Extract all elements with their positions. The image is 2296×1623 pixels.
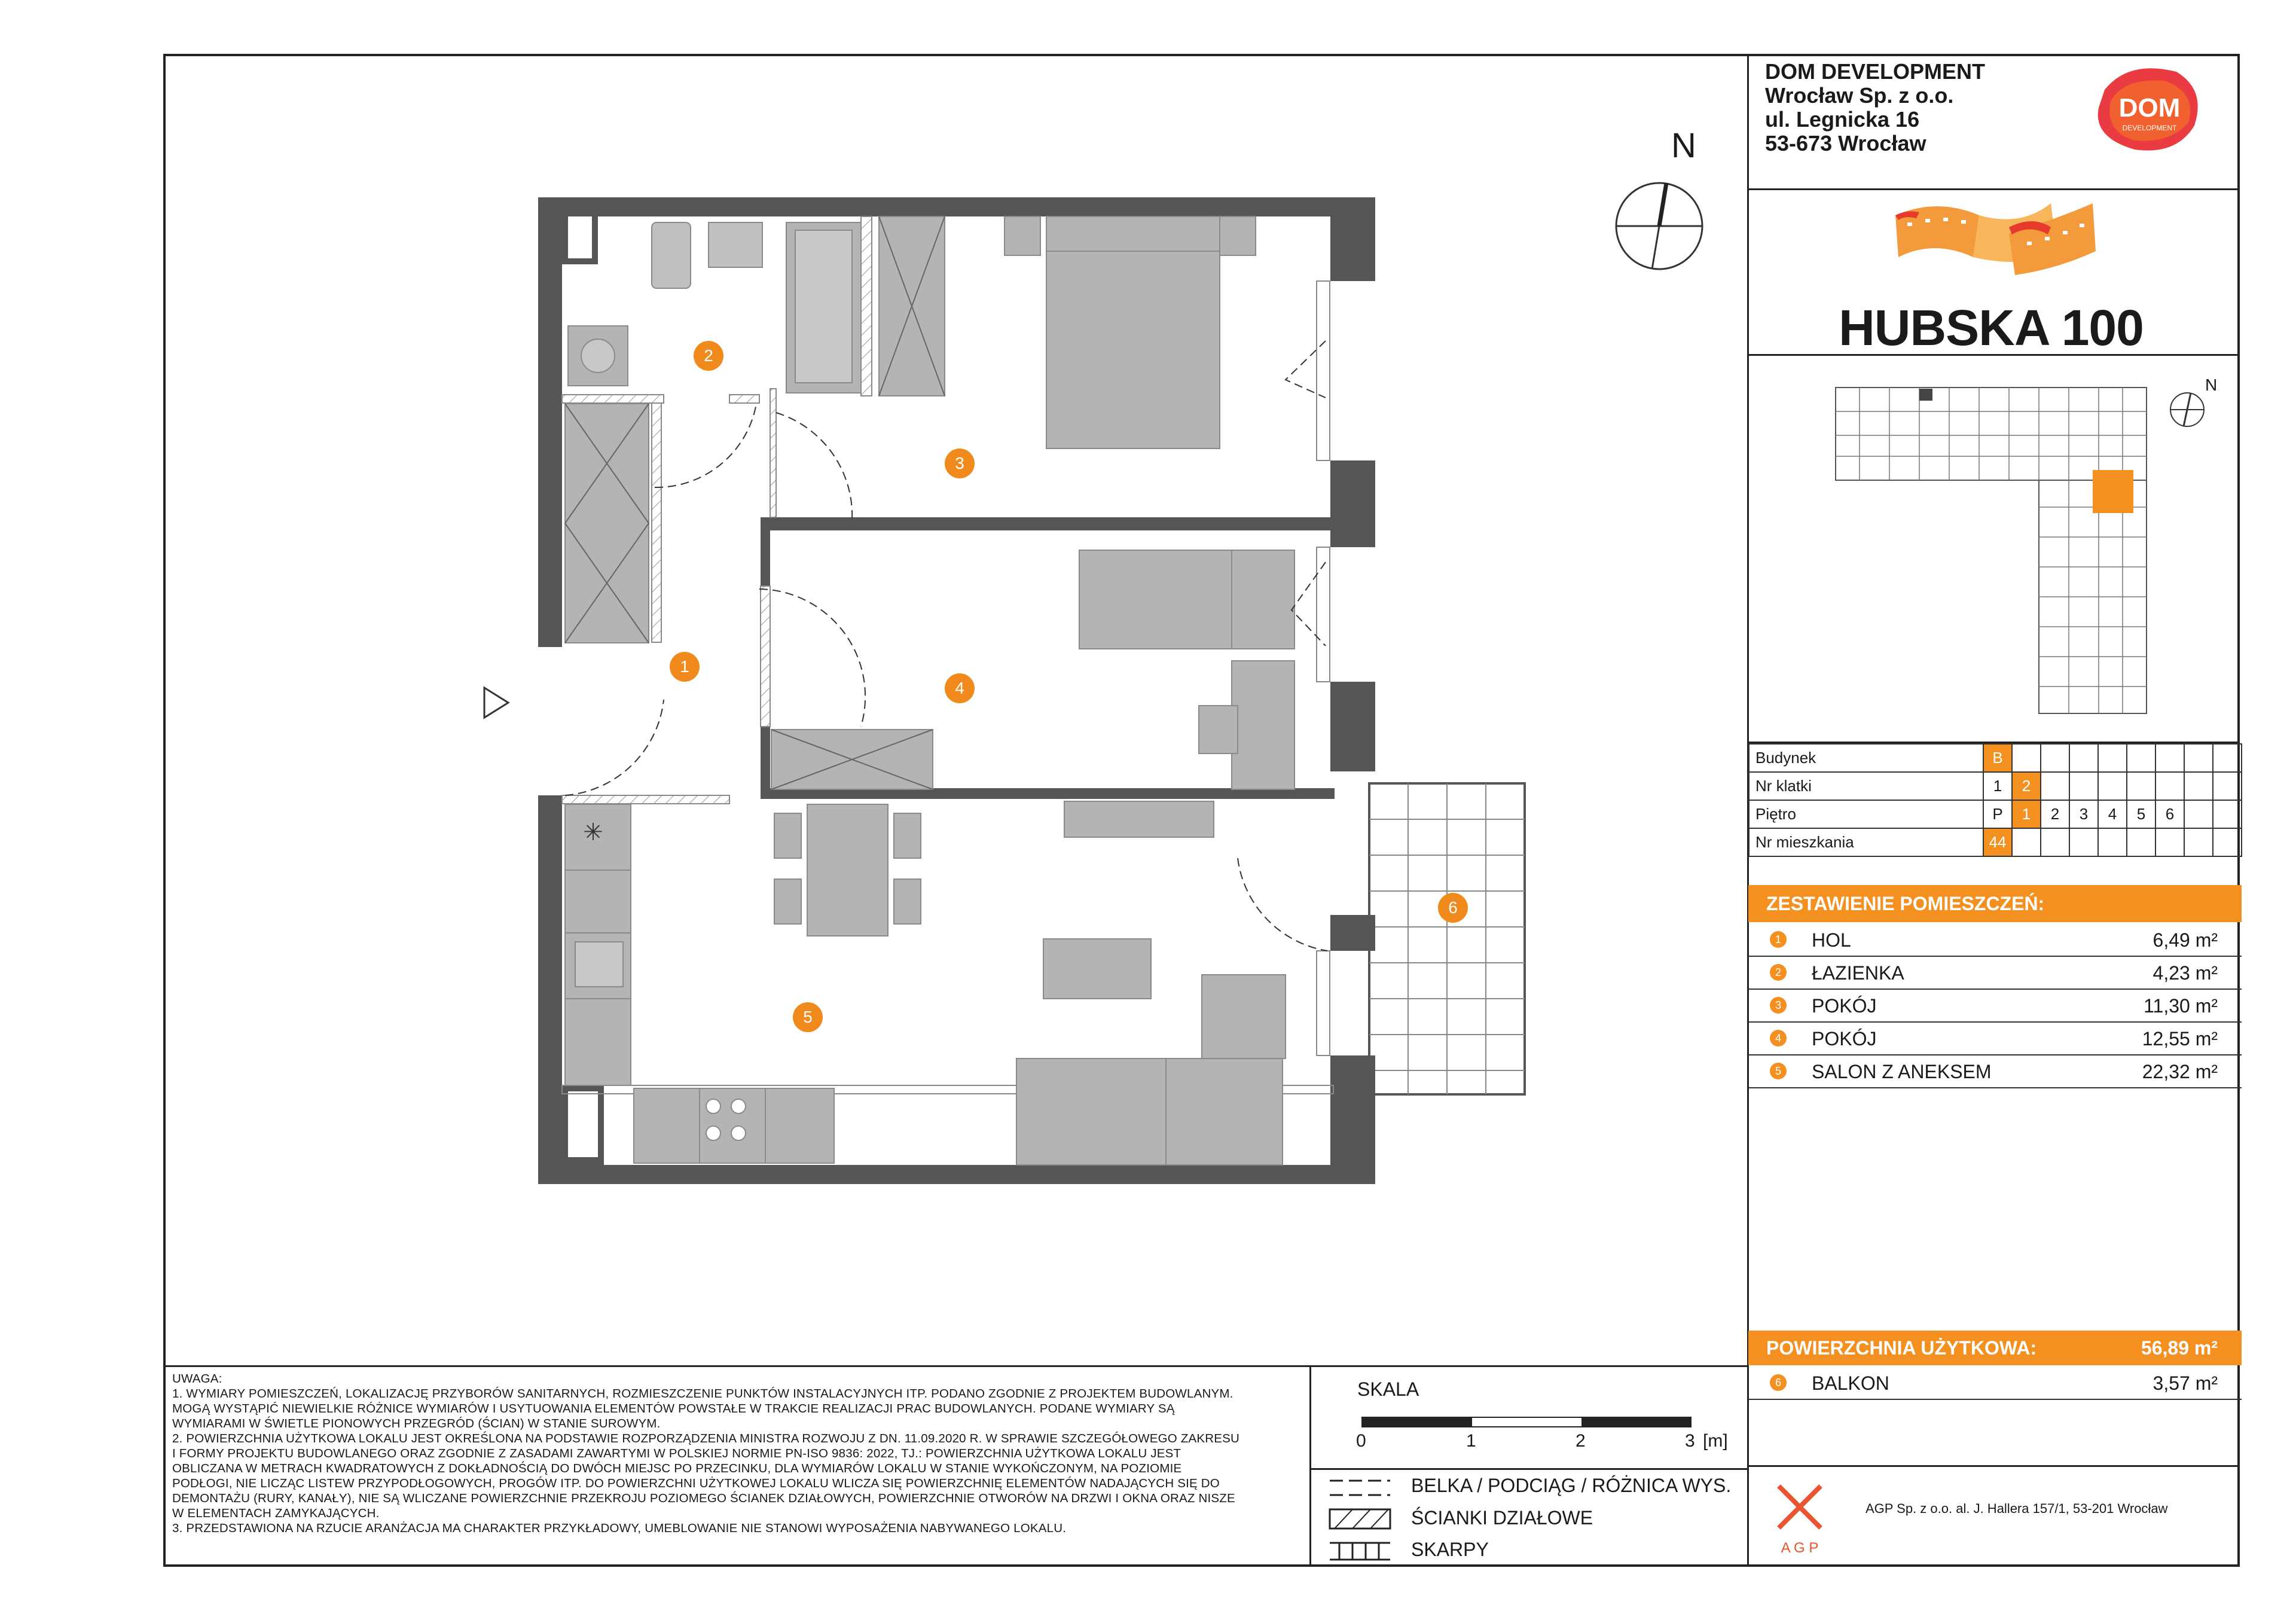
reveal-icon [1329, 1538, 1391, 1562]
room-area: 12,55 m² [2142, 1028, 2218, 1050]
info-cell [2098, 744, 2127, 772]
scale-legend-divider [1309, 1468, 1749, 1470]
scale-tick-1: 1 [1466, 1431, 1476, 1451]
info-cell [2184, 772, 2213, 800]
legend-label-partition: ŚCIANKI DZIAŁOWE [1411, 1507, 1593, 1529]
company-line4: 53-673 Wrocław [1765, 131, 1926, 155]
scale-label: SKALA [1357, 1378, 1419, 1400]
info-cell [2098, 772, 2127, 800]
info-cell: 44 [1983, 828, 2012, 856]
note-line: 2. POWIERZCHNIA UŻYTKOWA LOKALU JEST OKREŚLONA NA PODSTAWIE ROZPORZĄDZENIA MINISTRA ROZWOJU Z DN. 11.09.2020 R. W SPRAWIE SZCZEGÓŁOWEGO ZAKRESU [172, 1432, 1240, 1445]
note-line: 1. WYMIARY POMIESZCZEŃ, LOKALIZACJĘ PRZYBORÓW SANITARNYCH, ROZMIESZCZENIE PUNKTÓW INSTALACYJNYCH ITP. PODANO ZGODNIE Z PROJEKTEM BUDOWLANYM. [172, 1387, 1234, 1401]
note-line: UWAGA: [172, 1372, 222, 1386]
room-area: 6,49 m² [2152, 929, 2218, 951]
info-cell [2213, 800, 2242, 828]
note-line: MOGĄ WYSTĄPIĆ NIEWIELKIE RÓŻNICE WYMIARÓW I USYTUOWANIA ELEMENTÓW POWSTAŁE W TRAKCIE REALIZACJI PRAC BUDOWLANYCH. PODANE WYMIARY SĄ [172, 1402, 1175, 1415]
north-label: N [1671, 126, 1696, 165]
balcony-name: BALKON [1812, 1372, 1889, 1394]
info-cell: 2 [2012, 772, 2041, 800]
total-area-row [1748, 1331, 2242, 1365]
site-key-plan [1830, 382, 2152, 716]
total-value: 56,89 m² [2141, 1337, 2218, 1359]
furniture [565, 216, 1294, 1165]
info-cell: 2 [2041, 800, 2069, 828]
note-line: W ELEMENTACH ZAMYKAJĄCYCH. [172, 1506, 380, 1520]
info-cell [2127, 772, 2155, 800]
room-row [1748, 923, 2242, 957]
room-row [1748, 1022, 2242, 1055]
room-badge: 4 [1770, 1030, 1787, 1047]
scale-bar [1357, 1416, 1692, 1430]
info-cell [2155, 828, 2184, 856]
logo-text: DOM [2118, 93, 2181, 123]
balcony-badge: 6 [1770, 1374, 1787, 1391]
balcony-row [1748, 1366, 2242, 1400]
floor-plan [472, 191, 1537, 1190]
scale-unit: [m] [1703, 1431, 1728, 1451]
note-line: PODŁOGI, NIE LICZĄC LISTEW PRZYPODŁOGOWYCH, PROGÓW ITP. DO POWIERZCHNI UŻYTKOWEJ LOKALU WLICZA SIĘ POWIERZCHNIĘ ELEMENTÓW NADAJĄCYCH SIĘ DO [172, 1476, 1220, 1490]
panel-line-1 [1747, 188, 2240, 190]
room-row [1748, 989, 2242, 1023]
note-line: OBLICZANA W METRACH KWADRATOWYCH Z DOKŁADNOŚCIĄ DO DWÓCH MIEJSC PO PRZECINKU, DLA WYMIARÓW LOKALU W STANIE WYKOŃCZONYM, NA POZIOMIE [172, 1462, 1182, 1475]
info-cell [2213, 744, 2242, 772]
agp-address: AGP Sp. z o.o. al. J. Hallera 157/1, 53-201 Wrocław [1866, 1501, 2168, 1516]
info-cell [2213, 772, 2242, 800]
info-cell [2155, 772, 2184, 800]
note-line: WYMIARAMI W ŚWIETLE PIONOWYCH PRZEGRÓD (ŚCIAN) W STANIE SUROWYM. [172, 1417, 661, 1430]
north-arrow-icon [1611, 178, 1707, 274]
notes-block [172, 1371, 1308, 1536]
scale-tick-3: 3 [1685, 1431, 1695, 1451]
hatched-wall-icon [1329, 1507, 1391, 1531]
info-cell: 3 [2069, 800, 2098, 828]
total-label: POWIERZCHNIA UŻYTKOWA: [1766, 1337, 2037, 1359]
info-cell [2184, 800, 2213, 828]
info-cell [2155, 744, 2184, 772]
info-cell [2213, 828, 2242, 856]
info-cell: B [1983, 744, 2012, 772]
info-cell [2041, 744, 2069, 772]
room-row [1748, 1055, 2242, 1088]
room-badge: 5 [1770, 1063, 1787, 1079]
room-area: 11,30 m² [2144, 995, 2218, 1017]
dom-development-logo [2093, 66, 2206, 155]
info-row [1749, 828, 2242, 856]
north-label-small: N [2205, 376, 2218, 394]
logo-sub: DEVELOPMENT [2122, 124, 2177, 132]
svg-text:✳: ✳ [583, 819, 603, 846]
info-cell [2069, 744, 2098, 772]
company-block [1765, 60, 1985, 155]
room-badge: 3 [1770, 997, 1787, 1014]
panel-line-4 [1747, 1465, 2240, 1467]
info-cell [2069, 772, 2098, 800]
plan-badge-1: 1 [670, 652, 700, 682]
info-row [1749, 744, 2242, 772]
rooms-heading: ZESTAWIENIE POMIESZCZEŃ: [1748, 885, 2242, 922]
room-area: 22,32 m² [2142, 1061, 2218, 1082]
apartment-info-table [1748, 743, 2242, 857]
room-name: SALON Z ANEKSEM [1812, 1061, 1992, 1082]
agp-logo-icon [1770, 1483, 1830, 1531]
info-cell [2041, 772, 2069, 800]
notes-divider [163, 1365, 1748, 1367]
info-cell: 4 [2098, 800, 2127, 828]
entry-arrow-icon [484, 688, 508, 718]
plan-badge-6: 6 [1438, 893, 1468, 923]
info-cell: 1 [2012, 800, 2041, 828]
plan-badge-2: 2 [694, 341, 723, 371]
note-line: DEMONTAŻU (RURY, KANAŁY), NIE SĄ WLICZANE POWIERZCHNIE PRZEKROJU POZIOMEGO ŚCIANEK DZIAŁOWYCH, POWIERZCHNIE OTWORÓW NA DRZWI I OKNA ORAZ NISZE [172, 1491, 1235, 1505]
info-row [1749, 772, 2242, 800]
legend-label-beam: BELKA / PODCIĄG / RÓŻNICA WYS. [1411, 1475, 1732, 1496]
scale-tick-0: 0 [1356, 1431, 1366, 1451]
info-cell [2184, 828, 2213, 856]
project-title: HUBSKA 100 [1839, 300, 2144, 356]
info-cell: 6 [2155, 800, 2184, 828]
info-row [1749, 800, 2242, 828]
info-row-label: Nr klatki [1749, 772, 1983, 800]
room-name: POKÓJ [1812, 995, 1877, 1017]
info-cell [2012, 828, 2041, 856]
note-line: I FORMY PROJEKTU BUDOWLANEGO ORAZ ZGODNIE Z ZASADAMI ZAWARTYMI W POLSKIEJ NORMIE PN-ISO 9836: 2022, TJ.: POWIERZCHNIA UŻYTKOWA LOKALU JEST [172, 1447, 1181, 1460]
scale-tick-2: 2 [1576, 1431, 1586, 1451]
info-cell: P [1983, 800, 2012, 828]
info-cell [2127, 744, 2155, 772]
plan-badge-3: 3 [945, 449, 975, 478]
info-row-label: Nr mieszkania [1749, 828, 1983, 856]
company-line2: Wrocław Sp. z o.o. [1765, 83, 1954, 108]
info-row-label: Piętro [1749, 800, 1983, 828]
balcony-area-drawing [1369, 783, 1525, 1094]
room-name: HOL [1812, 929, 1851, 951]
info-cell: 5 [2127, 800, 2155, 828]
company-line3: ul. Legnicka 16 [1765, 107, 1920, 132]
room-badge: 2 [1770, 964, 1787, 981]
room-name: POKÓJ [1812, 1028, 1877, 1050]
room-area: 4,23 m² [2152, 962, 2218, 984]
company-name: DOM DEVELOPMENT [1765, 59, 1986, 84]
note-line: 3. PRZEDSTAWIONA NA RZUCIE ARANŻACJA MA CHARAKTER PRZYKŁADOWY, UMEBLOWANIE NIE STANOWI WYPOSAŻENIA NABYWANEGO LOKALU. [172, 1521, 1067, 1535]
info-cell: 1 [1983, 772, 2012, 800]
info-row-label: Budynek [1749, 744, 1983, 772]
film-strip-graphic [1889, 191, 2105, 287]
room-name: ŁAZIENKA [1812, 962, 1904, 984]
room-row [1748, 956, 2242, 990]
info-cell [2127, 828, 2155, 856]
info-cell [2041, 828, 2069, 856]
info-cell [2012, 744, 2041, 772]
info-cell [2098, 828, 2127, 856]
notes-legend-divider [1309, 1365, 1311, 1567]
info-cell [2069, 828, 2098, 856]
plan-badge-4: 4 [945, 673, 975, 703]
info-cell [2184, 744, 2213, 772]
plan-badge-5: 5 [793, 1002, 823, 1032]
dashed-beam-icon [1329, 1476, 1391, 1500]
balcony-area: 3,57 m² [2152, 1372, 2218, 1394]
agp-logo-text: A G P [1781, 1540, 1819, 1556]
room-badge: 1 [1770, 931, 1787, 948]
legend-label-reveal: SKARPY [1411, 1539, 1489, 1560]
